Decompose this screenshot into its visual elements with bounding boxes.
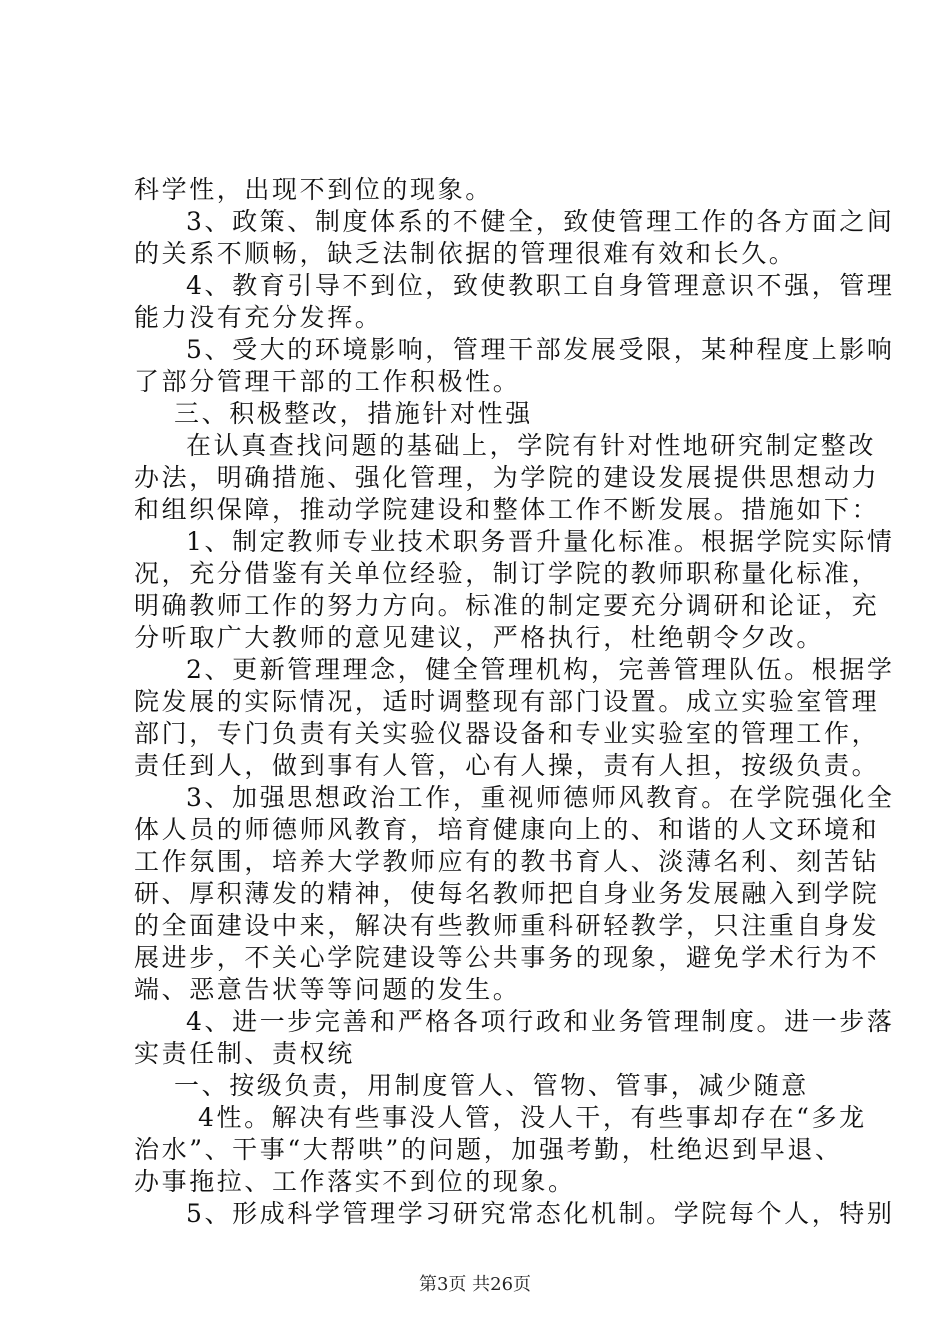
- text-line: 5、受大的环境影响，管理干部发展受限，某种程度上影响: [186, 335, 895, 364]
- document-body: [134, 174, 895, 1230]
- text-line: 办事拖拉、工作落实不到位的现象。: [134, 1167, 576, 1196]
- text-line: 4性。解决有些事没人管，没人干，有些事却存在“多龙: [198, 1103, 867, 1132]
- text-line: 的全面建设中来，解决有些教师重科研轻教学，只注重自身发: [134, 911, 880, 940]
- text-line: 3、加强思想政治工作，重视师德师风教育。在学院强化全: [186, 783, 895, 812]
- page-number-footer: 第3页 共26页: [418, 1274, 532, 1295]
- text-line: 了部分管理干部的工作积极性。: [134, 367, 521, 396]
- text-line: 责任到人，做到事有人管，心有人操，责有人担，按级负责。: [134, 751, 880, 780]
- text-line: 分听取广大教师的意见建议，严格执行，杜绝朝令夕改。: [134, 623, 825, 652]
- text-line: 明确教师工作的努力方向。标准的制定要充分调研和论证，充: [134, 591, 880, 620]
- text-line: 研、厚积薄发的精神，使每名教师把自身业务发展融入到学院: [134, 879, 880, 908]
- text-line: 2、更新管理理念，健全管理机构，完善管理队伍。根据学: [186, 655, 895, 684]
- text-line: 4、进一步完善和严格各项行政和业务管理制度。进一步落: [186, 1007, 895, 1036]
- text-line: 部门，专门负责有关实验仪器设备和专业实验室的管理工作，: [134, 719, 880, 748]
- text-line: 在认真查找问题的基础上，学院有针对性地研究制定整改: [186, 431, 877, 460]
- text-line: 院发展的实际情况，适时调整现有部门设置。成立实验室管理: [134, 687, 880, 716]
- text-line: 和组织保障，推动学院建设和整体工作不断发展。措施如下：: [134, 495, 880, 524]
- section-heading: 三、积极整改，措施针对性强: [174, 399, 533, 428]
- text-line: 的关系不顺畅，缺乏法制依据的管理很难有效和长久。: [134, 239, 797, 268]
- text-line: 5、形成科学管理学习研究常态化机制。学院每个人，特别: [186, 1199, 895, 1228]
- text-line: 治水”、干事“大帮哄”的问题，加强考勤，杜绝迟到早退、: [134, 1135, 843, 1164]
- text-line: 实责任制、责权统: [134, 1039, 355, 1068]
- text-line: 一、按级负责，用制度管人、管物、管事，减少随意: [174, 1071, 809, 1100]
- text-line: 1、制定教师专业技术职务晋升量化标准。根据学院实际情: [186, 527, 895, 556]
- text-line: 工作氛围，培养大学教师应有的教书育人、淡薄名利、刻苦钻: [134, 847, 880, 876]
- text-line: 体人员的师德师风教育，培育健康向上的、和谐的人文环境和: [134, 815, 880, 844]
- text-line: 况，充分借鉴有关单位经验，制订学院的教师职称量化标准，: [134, 559, 880, 588]
- text-line: 端、恶意告状等等问题的发生。: [134, 975, 521, 1004]
- text-line: 4、教育引导不到位，致使教职工自身管理意识不强，管理: [186, 271, 895, 300]
- text-line: 展进步，不关心学院建设等公共事务的现象，避免学术行为不: [134, 943, 880, 972]
- text-line: 科学性，出现不到位的现象。: [134, 175, 493, 204]
- text-line: 能力没有充分发挥。: [134, 303, 383, 332]
- text-line: 办法，明确措施、强化管理，为学院的建设发展提供思想动力: [134, 463, 880, 492]
- text-line: 3、政策、制度体系的不健全，致使管理工作的各方面之间: [186, 207, 895, 236]
